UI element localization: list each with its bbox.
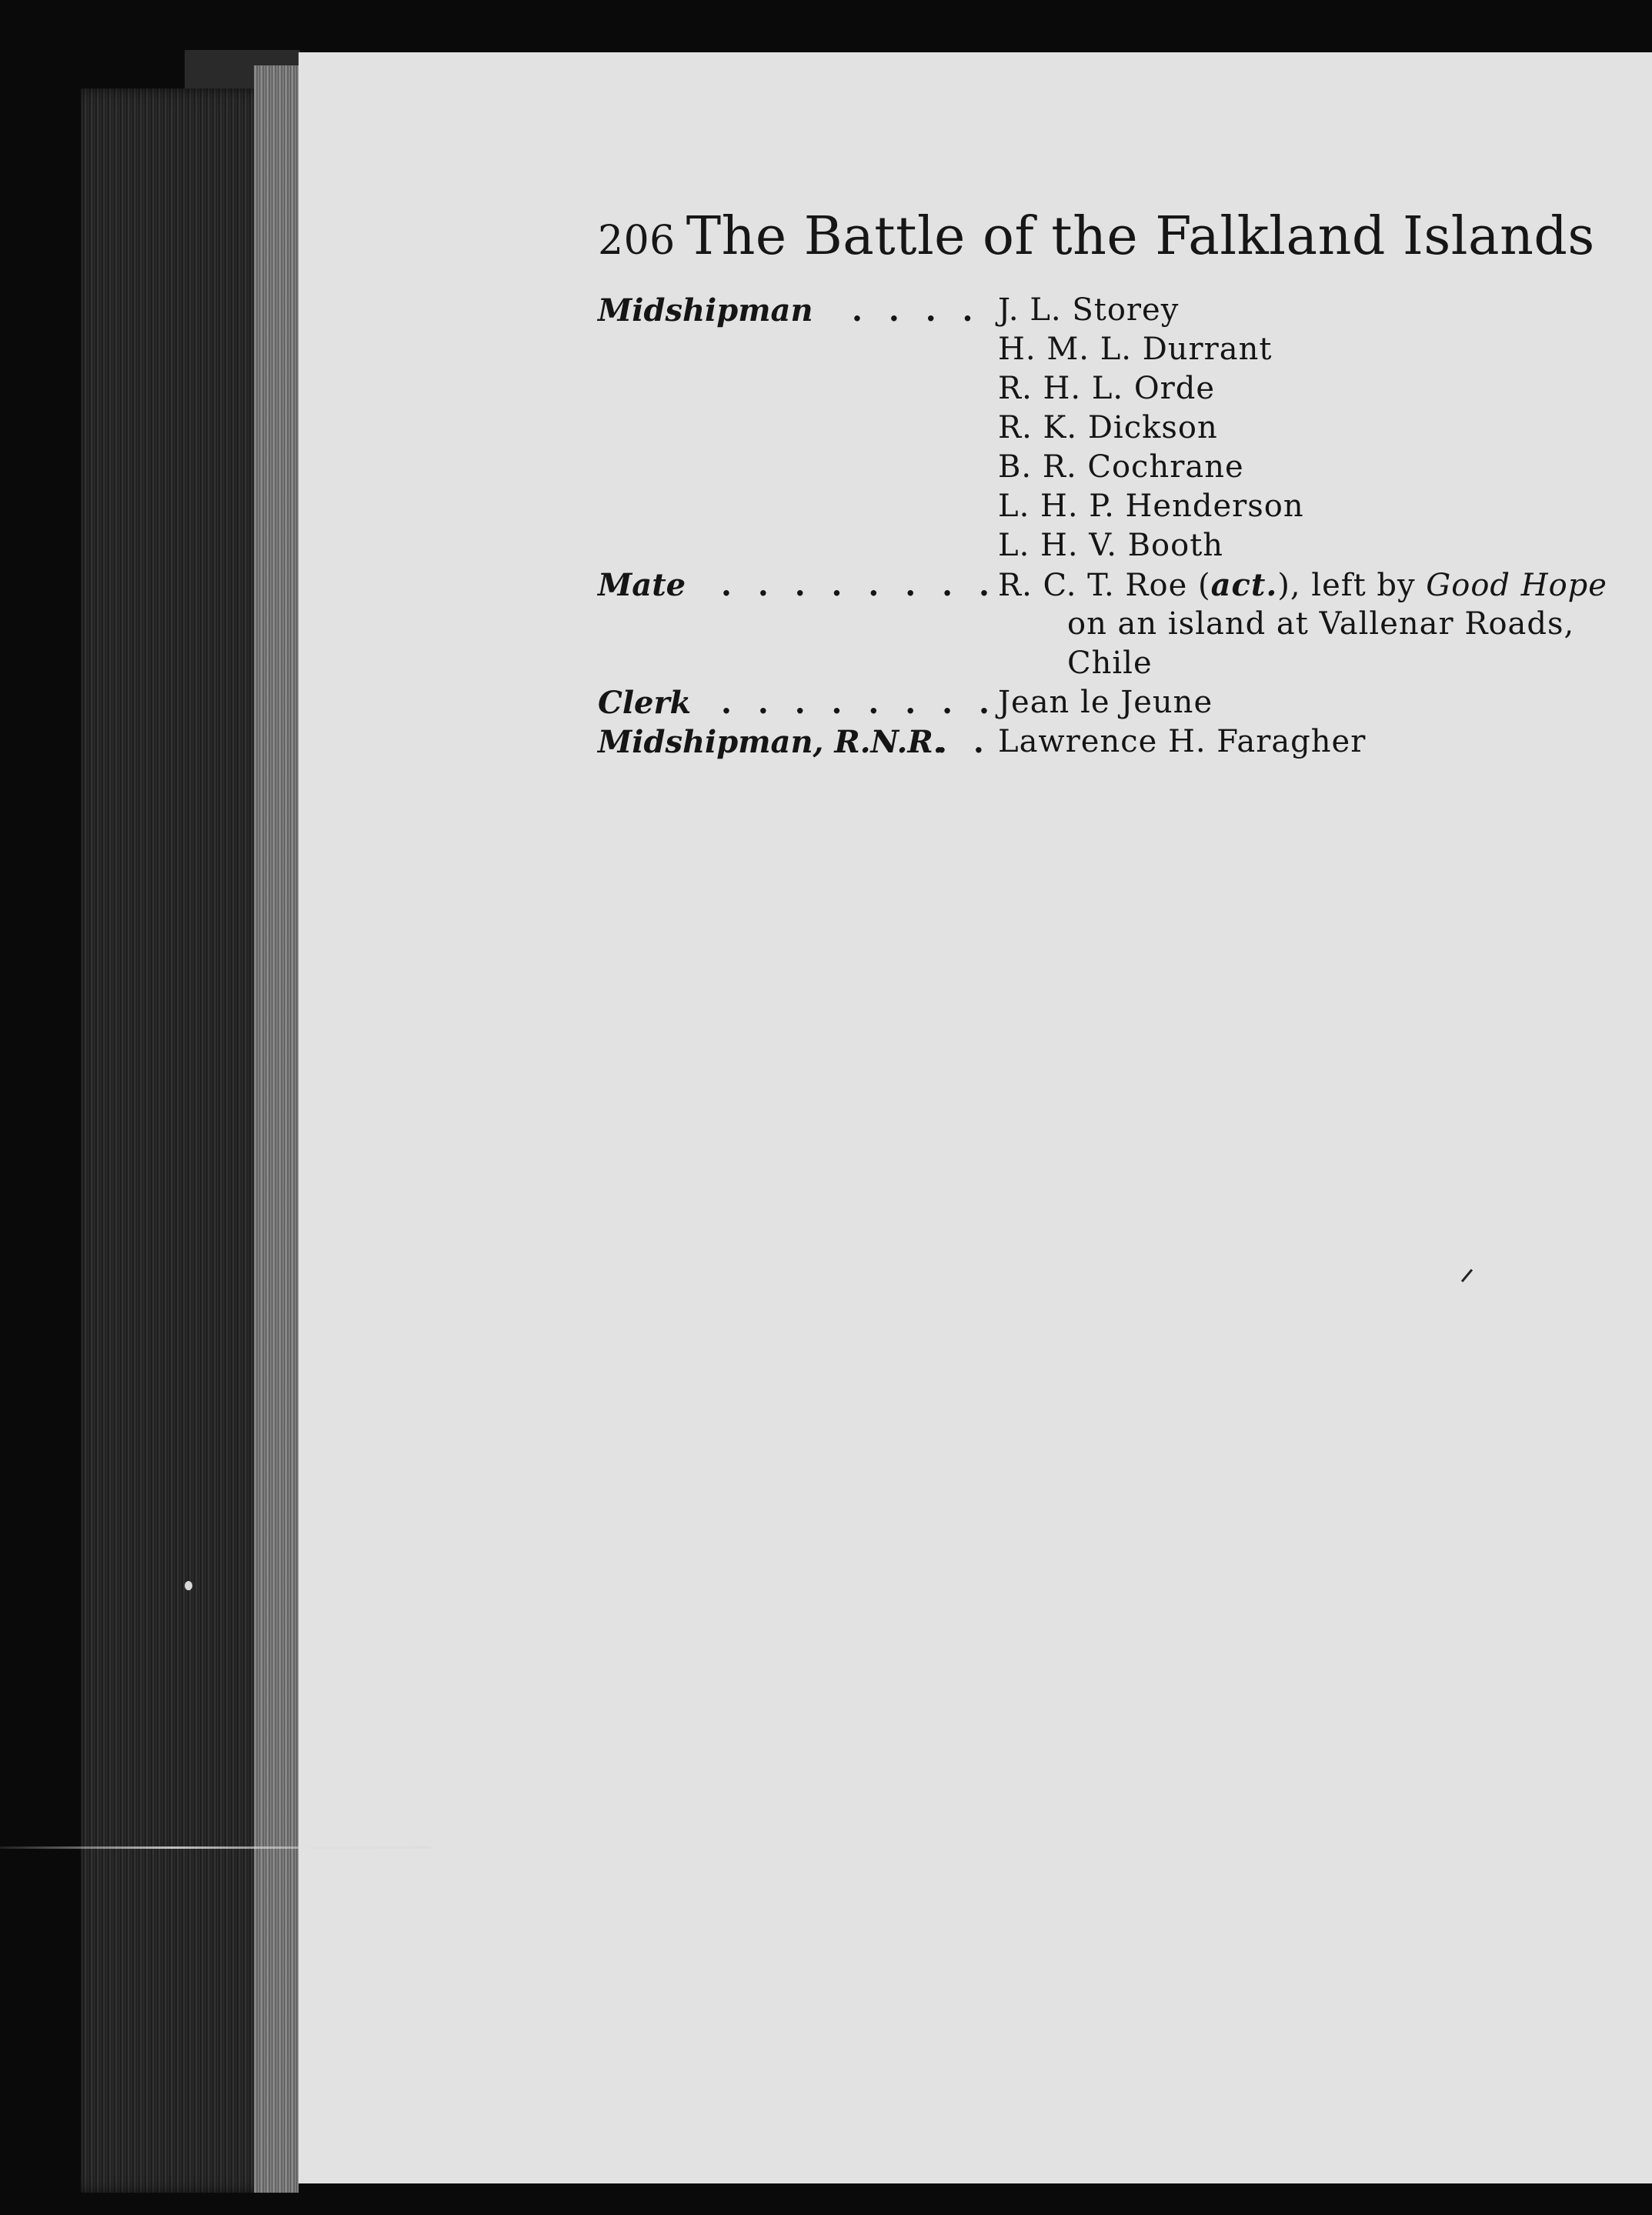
list-row <box>598 292 1598 332</box>
officer-name: H. M. L. Durrant <box>998 332 1273 367</box>
dot-leader: . . . . . . . . <box>721 567 997 603</box>
list-row-continuation <box>598 645 1598 685</box>
list-row-continuation <box>598 606 1598 645</box>
list-row <box>598 332 1598 371</box>
officer-name: Lawrence H. Faragher <box>998 724 1367 759</box>
officer-list <box>598 292 1607 763</box>
officer-name: B. R. Cochrane <box>998 449 1244 485</box>
officer-note-line: on an island at Vallenar Roads, <box>1067 606 1575 642</box>
running-head <box>598 206 1595 267</box>
officer-name: R. H. L. Orde <box>998 371 1216 406</box>
officer-note-line: Chile <box>1067 645 1153 681</box>
list-row-rnr <box>598 724 1598 763</box>
officer-name: Jean le Jeune <box>998 685 1213 720</box>
list-row-clerk <box>598 685 1598 724</box>
page-title: The Battle of the Falkland Islands <box>686 206 1595 267</box>
acting-abbreviation: act. <box>1210 567 1278 603</box>
book-page-edges-light <box>254 65 299 2193</box>
rank-label: Clerk <box>598 685 692 721</box>
dot-leader: . . . . . . . . <box>721 685 997 721</box>
dot-leader: . . . . <box>852 292 981 329</box>
name-mid: ), left by <box>1277 568 1427 603</box>
page-number: 206 <box>598 218 676 264</box>
scan-artifact-dot <box>185 1581 192 1590</box>
officer-name: J. L. Storey <box>998 292 1180 328</box>
officer-name: L. H. V. Booth <box>998 528 1224 563</box>
dot-leader: . . <box>936 724 992 760</box>
rank-label: Mate <box>598 567 686 603</box>
list-row <box>598 528 1598 567</box>
list-row <box>598 489 1598 528</box>
list-row <box>598 449 1598 489</box>
scan-artifact-line <box>0 1846 431 1849</box>
list-row <box>598 371 1598 410</box>
list-row-mate <box>598 567 1607 606</box>
rank-label: Midshipman <box>598 292 813 329</box>
rank-label: Midshipman, R.N.R. <box>598 724 944 760</box>
officer-name <box>998 567 1607 603</box>
officer-name: R. K. Dickson <box>998 410 1218 445</box>
ship-name: Good Hope <box>1426 568 1607 603</box>
list-row <box>598 410 1598 449</box>
name-start: R. C. T. Roe ( <box>998 568 1211 603</box>
officer-name: L. H. P. Henderson <box>998 489 1304 524</box>
